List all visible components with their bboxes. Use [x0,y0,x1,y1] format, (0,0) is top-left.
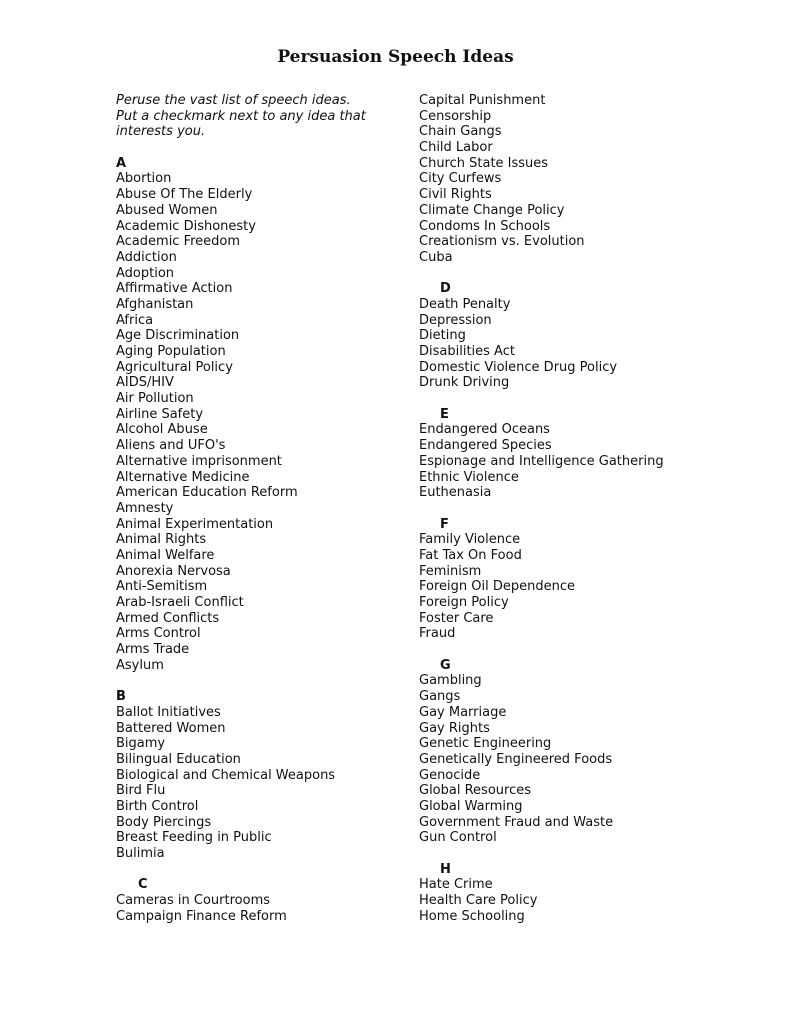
list-item: Alternative imprisonment [116,453,282,469]
list-item: Gun Control [419,830,497,846]
spacer [116,862,406,878]
list-item: City Curfews [419,171,502,187]
list-item: Campaign Finance Reform [116,908,287,924]
list-item: Genetic Engineering [419,736,552,752]
spacer [419,391,749,407]
list-item: Alternative Medicine [116,469,250,485]
list-item: Capital Punishment [419,93,546,108]
spacer [116,673,406,689]
list-item: Battered Women [116,720,226,736]
list-item: Animal Rights [116,532,207,548]
list-item: Hate Crime [419,877,493,893]
intro-text: Put a checkmark next to any idea that [116,108,366,124]
list-item: Africa [116,312,154,328]
intro-text: interests you. [116,124,206,140]
section-heading-h: H [440,861,451,877]
list-item: Anti-Semitism [116,579,208,595]
list-item: Academic Freedom [116,234,241,250]
list-item: Anorexia Nervosa [116,563,231,579]
list-item: Bulimia [116,846,165,861]
list-item: Addiction [116,249,177,265]
list-item: Bird Flu [116,783,166,799]
section-heading-a: A [116,155,127,171]
list-item: Abuse Of The Elderly [116,187,253,203]
list-item: Chain Gangs [419,124,502,140]
list-item: Aliens and UFO's [116,438,226,454]
section-heading-e: E [440,406,449,422]
list-item: Aging Population [116,344,226,359]
list-item: Cuba [419,249,453,265]
list-item: Gangs [419,689,461,705]
section-heading-f: F [440,516,449,532]
list-item: Censorship [419,108,492,124]
list-item: Biological and Chemical Weapons [116,767,336,783]
list-item: Espionage and Intelligence Gathering [419,453,664,469]
spacer [419,846,749,862]
list-item: Condoms In Schools [419,218,551,234]
list-item: Bigamy [116,736,166,752]
list-item: Breast Feeding in Public [116,830,272,846]
list-item: Drunk Driving [419,375,510,391]
spacer [116,140,406,156]
section-heading-d: D [440,281,451,297]
section-heading-g: G [440,657,451,673]
list-item: Age Discrimination [116,328,240,344]
list-item: Ballot Initiatives [116,704,221,720]
list-item: Airline Safety [116,406,204,422]
list-item: Feminism [419,563,482,579]
list-item: Animal Experimentation [116,516,274,532]
left-column [116,93,406,924]
list-item: Affirmative Action [116,281,233,297]
list-item: Civil Rights [419,187,492,203]
list-item: Genetically Engineered Foods [419,751,613,767]
list-item: Gay Rights [419,720,490,736]
spacer [419,266,749,282]
list-item: Abortion [116,171,172,187]
list-item: Climate Change Policy [419,202,565,218]
list-item: Gay Marriage [419,704,507,720]
list-item: Domestic Violence Drug Policy [419,359,618,375]
list-item: Arms Trade [116,642,190,658]
list-item: Foreign Oil Dependence [419,579,575,595]
list-item: Animal Welfare [116,547,215,563]
list-item: Endangered Species [419,438,552,454]
list-item: Armed Conflicts [116,610,220,626]
list-item: Amnesty [116,500,174,516]
list-item: Bilingual Education [116,751,241,767]
list-item: Creationism vs. Evolution [419,234,585,250]
list-item: Agricultural Policy [116,359,233,375]
section-heading-c: C [138,877,148,893]
list-item: Gambling [419,673,482,689]
list-item: Death Penalty [419,296,511,312]
list-item: Foster Care [419,610,494,626]
list-item: Child Labor [419,140,493,156]
list-item: Alcohol Abuse [116,422,208,438]
list-item: Afghanistan [116,296,194,312]
list-item: Academic Dishonesty [116,218,256,234]
list-item: Global Resources [419,783,531,799]
intro-text: Peruse the vast list of speech ideas. [116,93,351,108]
list-item: Family Violence [419,532,521,548]
list-item: Birth Control [116,798,199,814]
spacer [419,642,749,658]
list-item: Church State Issues [419,155,549,171]
list-item: Arab-Israeli Conflict [116,595,244,610]
list-item: Ethnic Violence [419,469,519,485]
list-item: Dieting [419,328,466,344]
list-item: Adoption [116,265,175,281]
list-item: Abused Women [116,202,218,218]
list-item: Foreign Policy [419,595,509,610]
list-item: Depression [419,312,492,328]
section-heading-b: B [116,689,126,705]
list-item: Genocide [419,767,481,783]
list-item: Cameras in Courtrooms [116,893,271,909]
list-item: Fat Tax On Food [419,547,522,563]
list-item: American Education Reform [116,485,298,501]
list-item: AIDS/HIV [116,375,174,391]
list-item: Arms Control [116,626,201,642]
list-item: Global Warming [419,798,523,814]
list-item: Euthenasia [419,485,492,501]
right-column [419,93,749,924]
list-item: Asylum [116,657,164,673]
list-item: Body Piercings [116,814,212,830]
list-item: Government Fraud and Waste [419,814,614,830]
list-item: Health Care Policy [419,893,538,909]
list-item: Air Pollution [116,391,194,407]
list-item: Fraud [419,626,456,642]
list-item: Disabilities Act [419,344,515,359]
list-item: Home Schooling [419,908,525,924]
list-item: Endangered Oceans [419,422,550,438]
page-title: Persuasion Speech Ideas [277,47,514,67]
spacer [419,501,749,517]
